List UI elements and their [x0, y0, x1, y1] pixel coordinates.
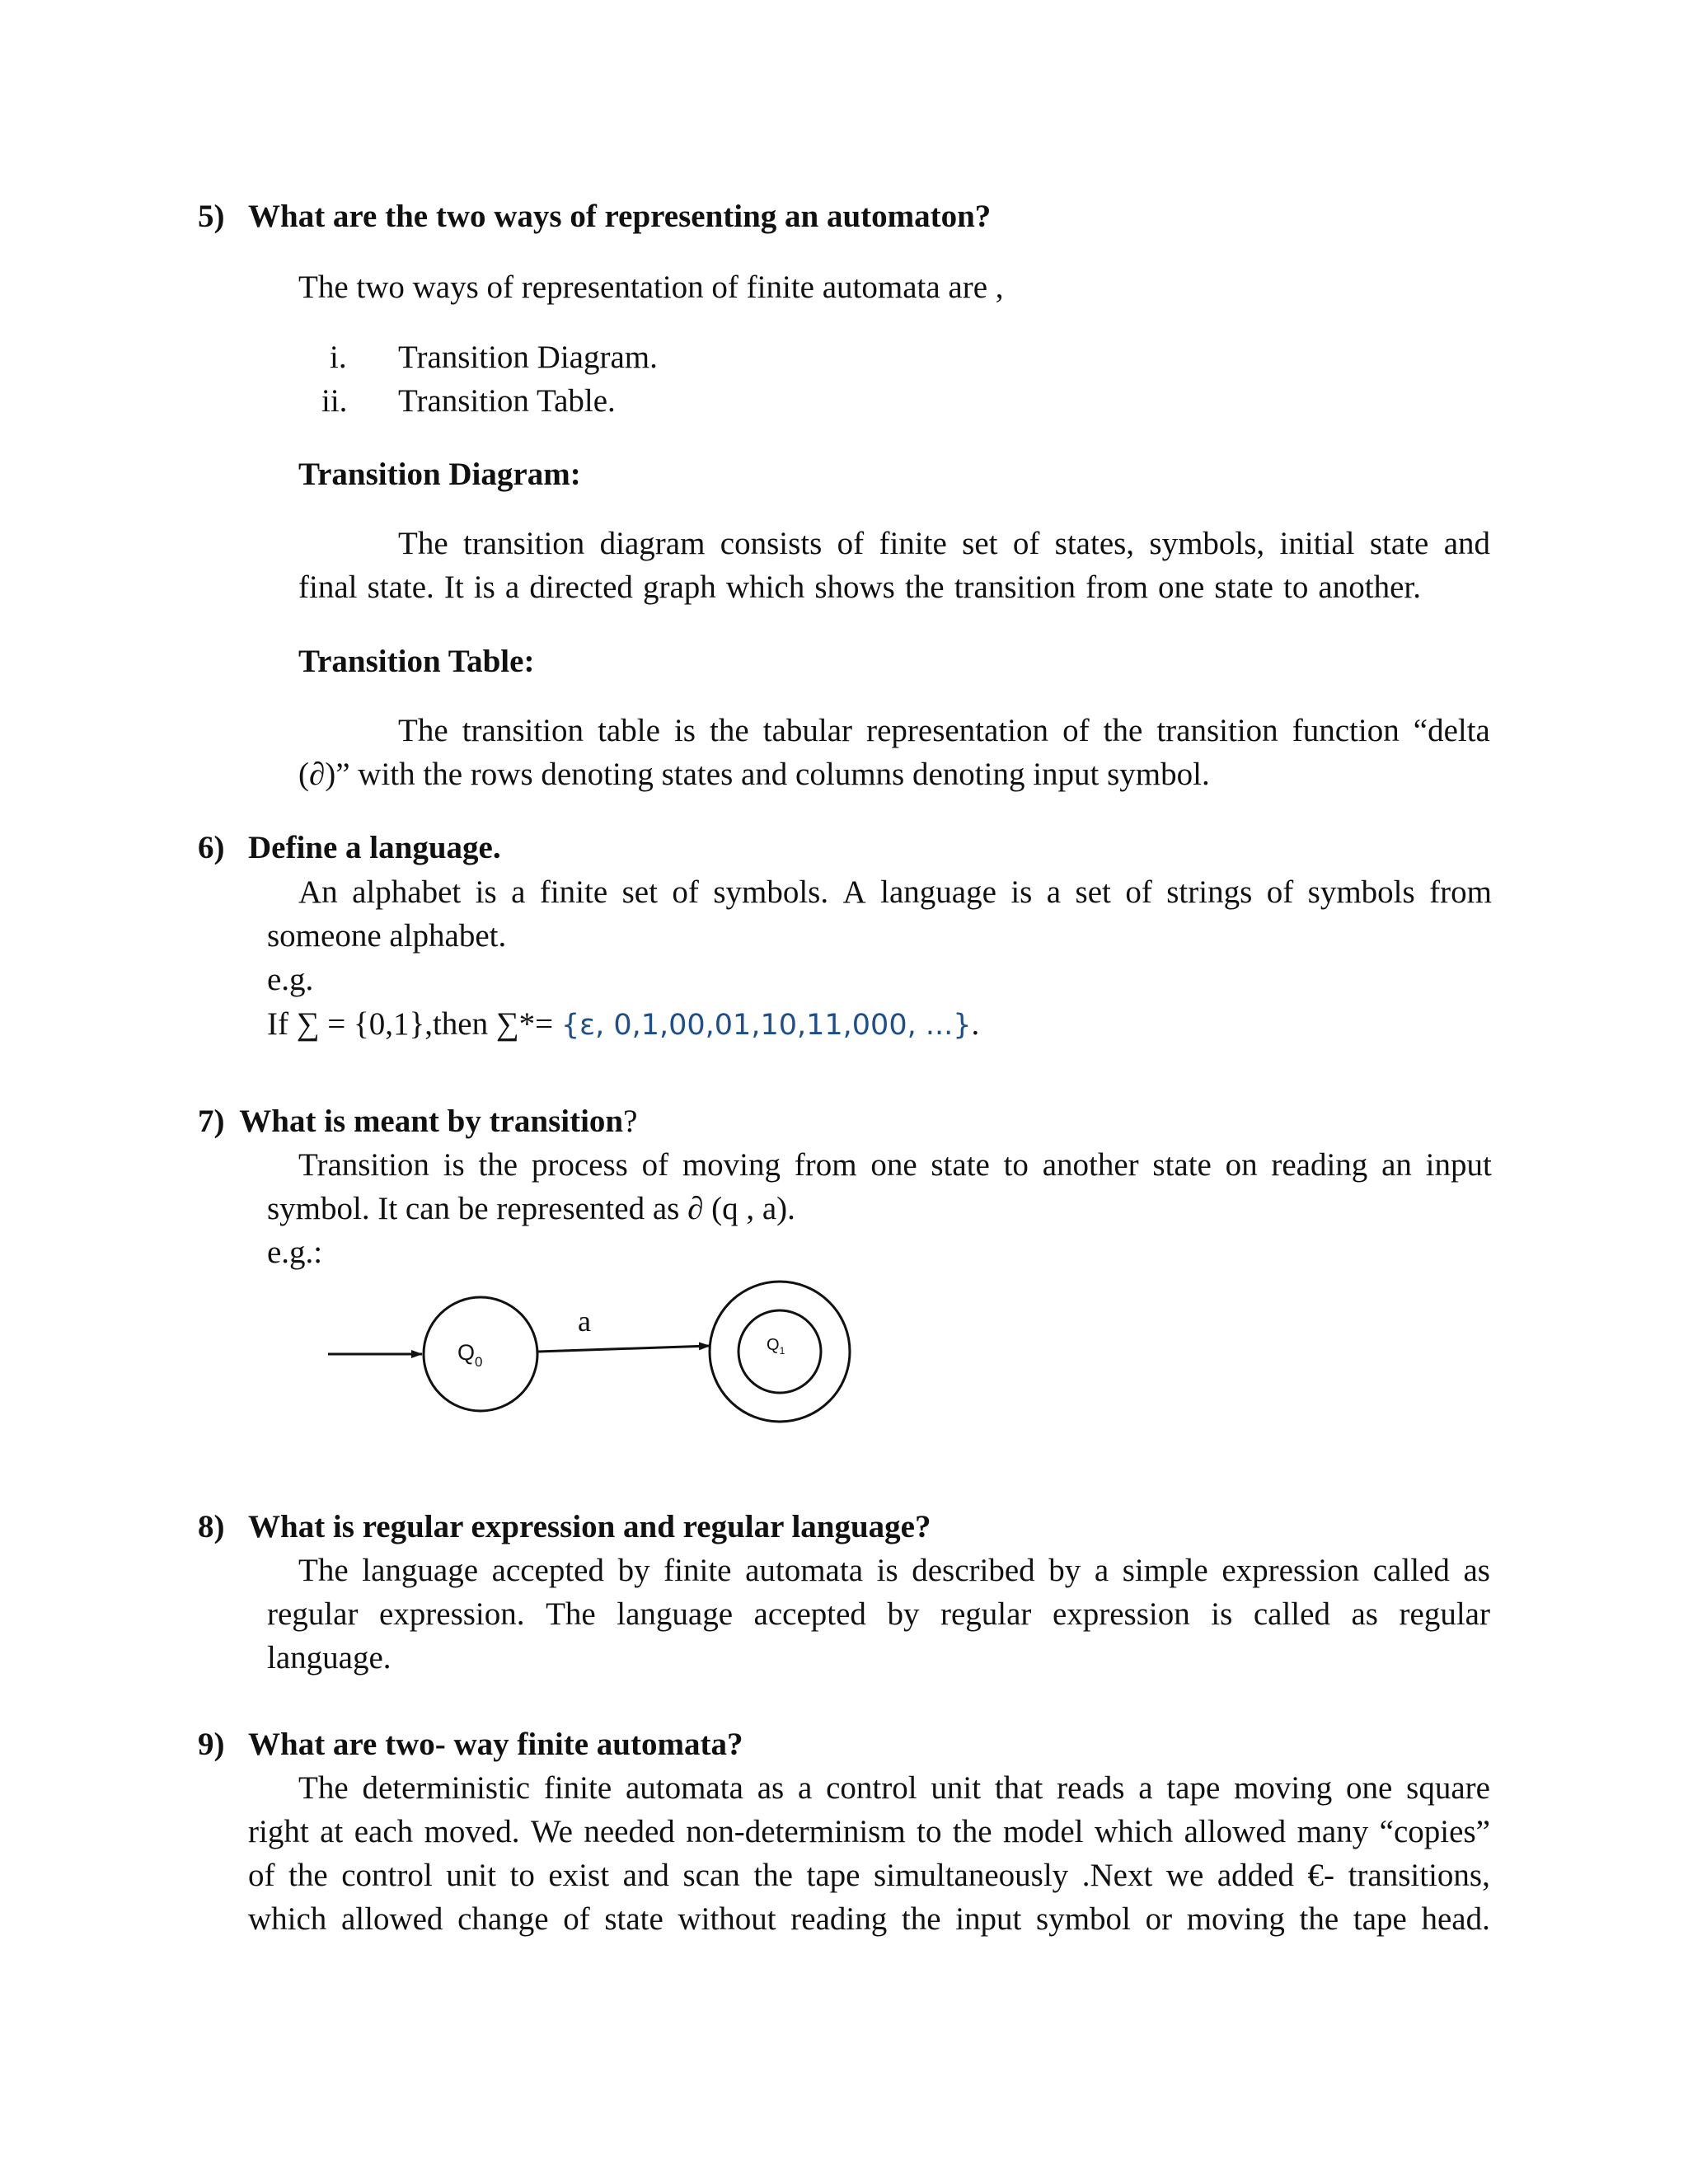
word: state.	[367, 569, 434, 605]
word: scan	[682, 1858, 740, 1893]
word: from	[1429, 874, 1492, 910]
word: a	[1138, 1770, 1153, 1806]
word: unit	[931, 1770, 982, 1806]
q6-eg: e.g.	[267, 962, 314, 997]
word: states,	[1054, 526, 1135, 561]
word: at	[320, 1814, 344, 1849]
word: state	[1214, 569, 1273, 605]
word: function	[1292, 713, 1400, 748]
word: of	[1062, 713, 1090, 748]
word: as	[757, 1770, 785, 1806]
word: added	[1217, 1858, 1294, 1893]
word: to	[917, 1814, 942, 1849]
word: shows	[814, 569, 895, 605]
word: final	[298, 569, 358, 605]
word: from	[1085, 569, 1148, 605]
word: reading	[1271, 1147, 1368, 1183]
transition-diagram-heading: Transition Diagram:	[298, 457, 581, 492]
word: tape	[1166, 1770, 1221, 1806]
q9-line-4	[248, 1900, 1490, 1938]
word: We	[530, 1814, 573, 1849]
word: .Next	[1081, 1858, 1153, 1893]
word: control	[826, 1770, 917, 1806]
word: automata	[625, 1770, 743, 1806]
word: transitions,	[1348, 1858, 1490, 1893]
word: allowed	[340, 1901, 443, 1937]
word: initial	[1279, 526, 1355, 561]
q7-question-mark: ?	[623, 1104, 638, 1139]
word: the	[901, 1901, 941, 1937]
word: symbol	[1036, 1901, 1131, 1937]
word: state	[1152, 1147, 1212, 1183]
q8-number: 8)	[198, 1509, 225, 1544]
word: tape	[1353, 1901, 1407, 1937]
word: exist	[548, 1858, 610, 1893]
word: regular	[940, 1596, 1032, 1632]
word: reads	[1057, 1770, 1125, 1806]
word: language	[880, 874, 996, 910]
word: It	[443, 569, 464, 605]
word: each	[354, 1814, 414, 1849]
word: the	[710, 713, 749, 748]
word: an	[1381, 1147, 1412, 1183]
word: finite	[539, 874, 608, 910]
word: regular	[267, 1596, 359, 1632]
word: graph	[643, 569, 716, 605]
word: and	[622, 1858, 669, 1893]
word: from	[794, 1147, 857, 1183]
word: the	[1103, 713, 1143, 748]
word: deterministic	[362, 1770, 531, 1806]
word: as	[1351, 1596, 1378, 1632]
word: we	[1165, 1858, 1204, 1893]
word: moved.	[424, 1814, 520, 1849]
word: set	[621, 874, 658, 910]
word: process	[531, 1147, 628, 1183]
word: to	[1003, 1147, 1029, 1183]
word: described	[912, 1553, 1035, 1588]
word: a	[1046, 874, 1062, 910]
word: state	[604, 1901, 663, 1937]
word: of	[1125, 874, 1152, 910]
word: finite	[543, 1770, 612, 1806]
word: of	[563, 1901, 590, 1937]
word: An	[298, 874, 338, 910]
q6-number: 6)	[198, 830, 225, 865]
word: that	[994, 1770, 1043, 1806]
q5-item-1-marker: i.	[330, 340, 347, 375]
word: square	[1406, 1770, 1490, 1806]
word: one	[1346, 1770, 1393, 1806]
word: called	[1372, 1553, 1450, 1588]
word: expression	[1221, 1553, 1360, 1588]
q6-example-prefix: If ∑ = {0,1},then ∑*=	[267, 1006, 554, 1042]
word: as	[1463, 1553, 1490, 1588]
word: regular	[1399, 1596, 1490, 1632]
word: by	[1048, 1553, 1081, 1588]
transition-table-line-2: (∂)” with the rows denoting states and columns denoting input symbol.	[298, 757, 1210, 792]
word: allowed	[1184, 1814, 1287, 1849]
word: to	[1282, 569, 1309, 605]
q9-line-1	[298, 1769, 1490, 1807]
word: transition	[954, 569, 1076, 605]
word: set	[962, 526, 998, 561]
word: a	[1094, 1553, 1109, 1588]
word: is	[443, 1147, 465, 1183]
word: reading	[790, 1901, 888, 1937]
word: without	[678, 1901, 776, 1937]
word: is	[475, 874, 497, 910]
word: of	[1012, 526, 1040, 561]
q8-line-2	[267, 1596, 1490, 1633]
word: finite	[879, 526, 947, 561]
word: The	[298, 1553, 349, 1588]
word: and	[1443, 526, 1490, 561]
word: accepted	[753, 1596, 866, 1632]
q9-question: What are two- way finite automata?	[248, 1727, 743, 1762]
word: the	[478, 1147, 518, 1183]
word: input	[955, 1901, 1022, 1937]
word: transition	[462, 526, 585, 561]
word: one	[1158, 569, 1205, 605]
q7-number: 7)	[198, 1104, 225, 1139]
word: The	[298, 1770, 349, 1806]
word: Transition	[298, 1147, 429, 1183]
word: consists	[720, 526, 823, 561]
word: language	[617, 1596, 733, 1632]
word: of	[672, 874, 699, 910]
word: accepted	[491, 1553, 604, 1588]
word: a	[797, 1770, 813, 1806]
word: on	[1225, 1147, 1258, 1183]
word: which	[248, 1901, 327, 1937]
q6-line-2: someone alphabet.	[267, 918, 507, 954]
state-q1-label: $Q_1$	[767, 1336, 785, 1357]
word: to	[509, 1858, 535, 1893]
word: symbols	[1307, 874, 1415, 910]
word: is	[876, 1553, 898, 1588]
word: one	[870, 1147, 917, 1183]
q9-line-3	[248, 1857, 1490, 1894]
word: expression.	[378, 1596, 525, 1632]
word: control	[341, 1858, 433, 1893]
word: simple	[1122, 1553, 1208, 1588]
word: a	[504, 569, 520, 605]
q9-number: 9)	[198, 1727, 225, 1762]
word: directed	[529, 569, 633, 605]
word: moving	[1186, 1901, 1285, 1937]
transition-table-heading: Transition Table:	[298, 644, 535, 679]
word: is	[473, 569, 495, 605]
word: state	[931, 1147, 990, 1183]
q6-question: Define a language.	[248, 830, 501, 865]
q7-line-2: symbol. It can be represented as ∂ (q , a).	[267, 1191, 795, 1226]
word: transition	[462, 713, 584, 748]
word: non-determinism	[686, 1814, 906, 1849]
word: language	[362, 1553, 478, 1588]
word: is	[1010, 874, 1033, 910]
word: strings	[1166, 874, 1253, 910]
word: called	[1253, 1596, 1330, 1632]
word: diagram	[599, 526, 706, 561]
word: moving	[682, 1147, 781, 1183]
word: “delta	[1413, 713, 1490, 748]
transition-label: a	[578, 1305, 591, 1338]
word: is	[673, 713, 696, 748]
word: alphabet	[352, 874, 462, 910]
word: of	[837, 526, 865, 561]
word: right	[248, 1814, 309, 1849]
q7-eg: e.g.:	[267, 1235, 323, 1270]
word: needed	[584, 1814, 675, 1849]
word: the	[904, 569, 945, 605]
word: The	[398, 713, 448, 748]
word: head.	[1421, 1901, 1490, 1937]
word: many	[1296, 1814, 1369, 1849]
word: of	[641, 1147, 669, 1183]
word: transition	[1156, 713, 1278, 748]
word: change	[457, 1901, 549, 1937]
q6-example-set: {ε, 0,1,00,01,10,11,000, ...}	[560, 1009, 972, 1042]
word: expression	[1052, 1596, 1190, 1632]
word: another.	[1318, 569, 1421, 605]
word: €-	[1307, 1858, 1335, 1893]
word: another	[1042, 1147, 1139, 1183]
q5-item-2-marker: ii.	[321, 383, 348, 419]
word: The	[398, 526, 448, 561]
word: by	[617, 1553, 650, 1588]
word: which	[725, 569, 805, 605]
q5-number: 5)	[198, 199, 225, 234]
word: symbols,	[1149, 526, 1265, 561]
word: “copies”	[1379, 1814, 1490, 1849]
word: is	[1211, 1596, 1233, 1632]
word: the	[952, 1814, 992, 1849]
q5-item-2-text: Transition Table.	[398, 383, 616, 419]
word: finite	[663, 1553, 732, 1588]
word: A	[842, 874, 866, 910]
word: of	[1266, 874, 1294, 910]
word: moving	[1234, 1770, 1333, 1806]
word: The	[546, 1596, 596, 1632]
q6-example-suffix: .	[971, 1006, 980, 1042]
word: state	[1369, 526, 1429, 561]
q5-question: What are the two ways of representing an automaton?	[248, 199, 992, 234]
q7-question: What is meant by transition	[239, 1104, 624, 1139]
word: model	[1003, 1814, 1084, 1849]
word: of	[248, 1858, 275, 1893]
word: tabular	[762, 713, 853, 748]
q8-line-1	[298, 1552, 1490, 1589]
word: symbols.	[713, 874, 829, 910]
word: simultaneously	[874, 1858, 1069, 1893]
word: or	[1145, 1901, 1173, 1937]
transition-arrow	[537, 1346, 710, 1352]
state-q0-label: $Q_0$	[457, 1340, 483, 1370]
word: the	[1299, 1901, 1339, 1937]
q8-question: What is regular expression and regular language?	[248, 1509, 931, 1544]
word: which	[1094, 1814, 1174, 1849]
word: by	[887, 1596, 920, 1632]
word: input	[1425, 1147, 1492, 1183]
word: automata	[745, 1553, 864, 1588]
word: set	[1075, 874, 1111, 910]
q9-line-2	[248, 1813, 1490, 1850]
q8-line-3: language.	[267, 1640, 392, 1675]
word: tape	[806, 1858, 860, 1893]
word: the	[753, 1858, 793, 1893]
word: table	[598, 713, 660, 748]
word: the	[288, 1858, 328, 1893]
word: unit	[446, 1858, 496, 1893]
word: representation	[866, 713, 1048, 748]
q5-item-1-text: Transition Diagram.	[398, 340, 658, 375]
word: a	[511, 874, 526, 910]
q5-intro: The two ways of representation of finite automata are ,	[298, 269, 1004, 305]
